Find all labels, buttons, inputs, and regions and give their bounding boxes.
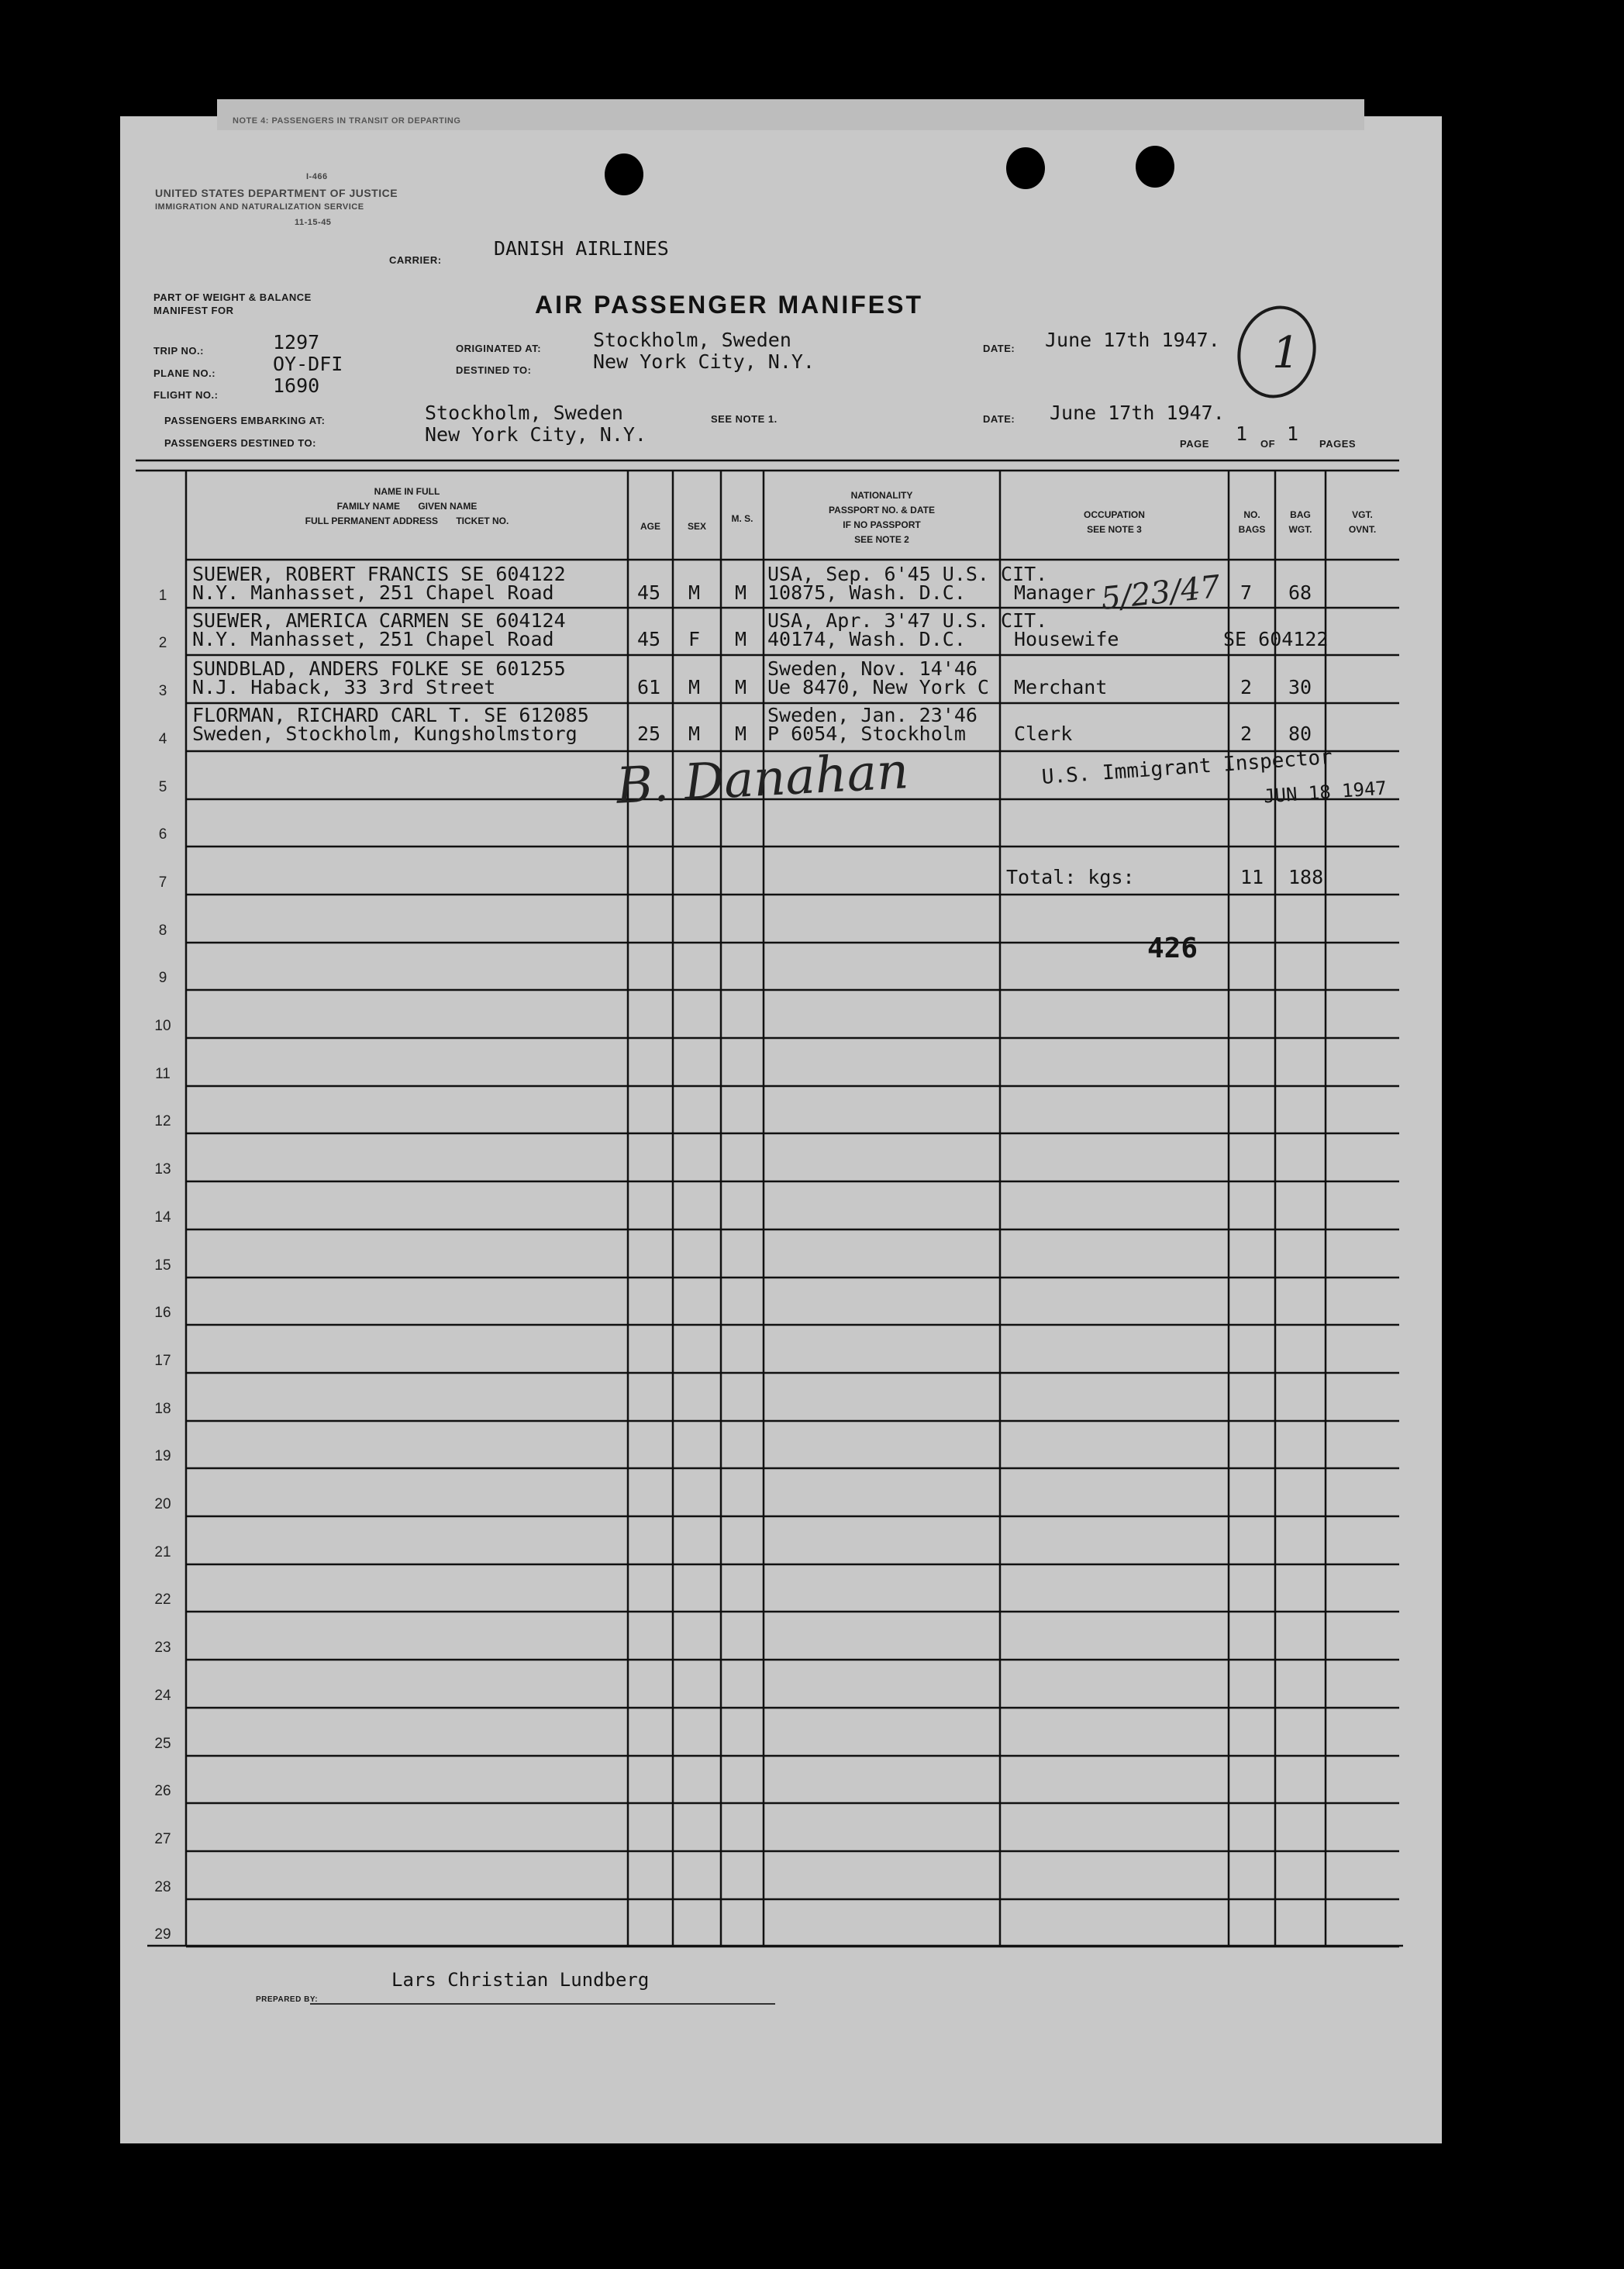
- page-label: PAGE: [1180, 438, 1209, 450]
- part-of-label: PART OF WEIGHT & BALANCE MANIFEST FOR: [153, 291, 312, 316]
- col-vgt-header: VGT. OVNT.: [1348, 509, 1377, 535]
- passenger-bags: 7: [1240, 581, 1253, 604]
- embarking-label: PASSENGERS EMBARKING AT:: [164, 415, 326, 426]
- col-marital-header: M. S.: [731, 513, 753, 524]
- row-number: 7: [158, 874, 167, 891]
- carrier-value: DANISH AIRLINES: [494, 237, 669, 260]
- passenger-sex: M: [688, 581, 701, 604]
- row-number: 17: [154, 1353, 171, 1369]
- carrier-label: CARRIER:: [389, 254, 442, 266]
- row-number: 1: [158, 588, 167, 604]
- passenger-bag-weight: 80: [1288, 722, 1312, 745]
- inspector-stamp-date: JUN 18 1947: [1263, 777, 1388, 808]
- see-note-1: SEE NOTE 1.: [711, 413, 778, 425]
- passenger-sex: M: [688, 676, 701, 698]
- department: UNITED STATES DEPARTMENT OF JUSTICE: [155, 187, 398, 199]
- row-number: 16: [154, 1305, 171, 1321]
- trip-label: TRIP NO.:: [153, 345, 204, 357]
- row-number: 12: [154, 1113, 171, 1129]
- row-number: 15: [154, 1257, 171, 1274]
- col-nationality-header: NATIONALITY PASSPORT NO. & DATE IF NO PASSPORT SEE NOTE 2: [829, 490, 935, 545]
- form-number: I-466: [306, 172, 328, 181]
- row-number: 27: [154, 1831, 171, 1847]
- trip-value: 1297: [273, 331, 320, 353]
- col-bags-header: NO. BAGS: [1238, 509, 1266, 535]
- plane-label: PLANE NO.:: [153, 367, 216, 379]
- passenger-age: 25: [637, 722, 661, 745]
- passenger-age: 45: [637, 628, 661, 650]
- row-number: 24: [154, 1688, 171, 1704]
- row-number: 26: [154, 1783, 171, 1799]
- col-sex-header: SEX: [687, 521, 706, 532]
- passenger-marital: M: [735, 722, 747, 745]
- passenger-bag-weight: 68: [1288, 581, 1312, 604]
- row-number: 23: [154, 1640, 171, 1656]
- destined-passengers-value: New York City, N.Y.: [425, 423, 646, 446]
- passenger-address: N.J. Haback, 33 3rd Street: [192, 676, 496, 698]
- date2-label: DATE:: [983, 413, 1015, 425]
- circled-number-text: 1: [1272, 328, 1300, 378]
- grand-total: 426: [1147, 933, 1198, 964]
- row-number: 25: [154, 1736, 171, 1752]
- passenger-occupation: Merchant: [1014, 676, 1108, 698]
- passenger-address: N.Y. Manhasset, 251 Chapel Road: [192, 581, 554, 604]
- passenger-passport: P 6054, Stockholm: [767, 722, 966, 745]
- row-number: 9: [158, 970, 167, 986]
- passenger-bags: 2: [1240, 676, 1253, 698]
- originated-label: ORIGINATED AT:: [456, 343, 542, 354]
- passenger-name: SUEWER, AMERICA CARMEN SE 604124: [192, 609, 566, 632]
- embarking-value: Stockholm, Sweden: [425, 402, 623, 424]
- date2-value: June 17th 1947.: [1050, 402, 1225, 424]
- passenger-occupation: Housewife: [1014, 628, 1119, 650]
- col-age-header: AGE: [640, 521, 660, 532]
- passenger-occupation: Clerk: [1014, 722, 1073, 745]
- passenger-bag-weight: 30: [1288, 676, 1312, 698]
- row-number: 28: [154, 1879, 171, 1895]
- passenger-passport: 10875, Wash. D.C.: [767, 581, 966, 604]
- page-title: AIR PASSENGER MANIFEST: [535, 291, 923, 319]
- passenger-address: N.Y. Manhasset, 251 Chapel Road: [192, 628, 554, 650]
- passenger-name: SUEWER, ROBERT FRANCIS SE 604122: [192, 563, 566, 585]
- passenger-bags: 2: [1240, 722, 1253, 745]
- passenger-bag-weight: SE 604122: [1223, 628, 1329, 650]
- row-number: 14: [154, 1209, 171, 1226]
- row-number: 21: [154, 1544, 171, 1560]
- row-number: 13: [154, 1161, 171, 1178]
- passenger-nationality: USA, Apr. 3'47 U.S. CIT.: [767, 609, 1048, 632]
- totals-bags: 11: [1240, 866, 1264, 888]
- row-number: 4: [158, 731, 167, 747]
- top-note: NOTE 4: PASSENGERS IN TRANSIT OR DEPARTING: [233, 116, 461, 126]
- row-number: 10: [154, 1018, 171, 1034]
- row-number: 18: [154, 1401, 171, 1417]
- passenger-address: Sweden, Stockholm, Kungsholmstorg: [192, 722, 578, 745]
- totals-label: Total: kgs:: [1006, 866, 1135, 888]
- passenger-marital: M: [735, 581, 747, 604]
- passenger-name: FLORMAN, RICHARD CARL T. SE 612085: [192, 704, 589, 726]
- passenger-marital: M: [735, 628, 747, 650]
- page-value: 1: [1236, 422, 1248, 445]
- passenger-sex: M: [688, 722, 701, 745]
- col-name-header: NAME IN FULL FAMILY NAME GIVEN NAME FULL PERMANENT ADDRESS TICKET NO.: [305, 486, 509, 526]
- prepared-by-line: [310, 2002, 775, 2006]
- totals-weight: 188: [1288, 866, 1324, 888]
- passenger-nationality: Sweden, Nov. 14'46: [767, 657, 978, 680]
- passenger-sex: F: [688, 628, 701, 650]
- passenger-occupation: Manager: [1014, 581, 1096, 604]
- handwritten-date: 5/23/47: [1099, 569, 1222, 617]
- passenger-marital: M: [735, 676, 747, 698]
- form-date: 11-15-45: [295, 218, 332, 227]
- passenger-age: 45: [637, 581, 661, 604]
- passenger-age: 61: [637, 676, 661, 698]
- destined-passengers-label: PASSENGERS DESTINED TO:: [164, 437, 316, 449]
- service: IMMIGRATION AND NATURALIZATION SERVICE: [155, 202, 364, 212]
- destined-label: DESTINED TO:: [456, 364, 532, 376]
- passenger-nationality: Sweden, Jan. 23'46: [767, 704, 978, 726]
- col-occupation-header: OCCUPATION SEE NOTE 3: [1084, 509, 1145, 535]
- flight-value: 1690: [273, 374, 320, 397]
- row-number: 20: [154, 1496, 171, 1512]
- row-number: 3: [158, 683, 167, 699]
- flight-label: FLIGHT NO.:: [153, 389, 219, 401]
- passenger-name: SUNDBLAD, ANDERS FOLKE SE 601255: [192, 657, 566, 680]
- prepared-by-name: Lars Christian Lundberg: [391, 1969, 650, 1991]
- originated-value: Stockholm, Sweden: [593, 329, 791, 351]
- plane-value: OY-DFI: [273, 353, 343, 375]
- passenger-passport: Ue 8470, New York C: [767, 676, 989, 698]
- row-number: 11: [155, 1066, 171, 1082]
- passenger-passport: 40174, Wash. D.C.: [767, 628, 966, 650]
- row-number: 5: [158, 779, 167, 795]
- row-number: 2: [158, 635, 167, 651]
- date-label: DATE:: [983, 343, 1015, 354]
- destined-value: New York City, N.Y.: [593, 350, 815, 373]
- inspector-signature: B. Danahan: [615, 743, 910, 816]
- row-number: 22: [154, 1591, 171, 1608]
- inspector-stamp: U.S. Immigrant Inspector: [1040, 745, 1333, 789]
- passenger-nationality: USA, Sep. 6'45 U.S. CIT.: [767, 563, 1048, 585]
- row-number: 6: [158, 826, 167, 843]
- row-number: 29: [154, 1926, 171, 1943]
- row-number: 19: [154, 1448, 171, 1464]
- row-number: 8: [158, 922, 167, 939]
- pages-label: PAGES: [1319, 438, 1357, 450]
- col-weight-header: BAG WGT.: [1288, 509, 1312, 535]
- date-value: June 17th 1947.: [1045, 329, 1220, 351]
- prepared-by-label: PREPARED BY:: [256, 1995, 319, 2004]
- pages-value: 1: [1287, 422, 1299, 445]
- of-label: OF: [1260, 438, 1276, 450]
